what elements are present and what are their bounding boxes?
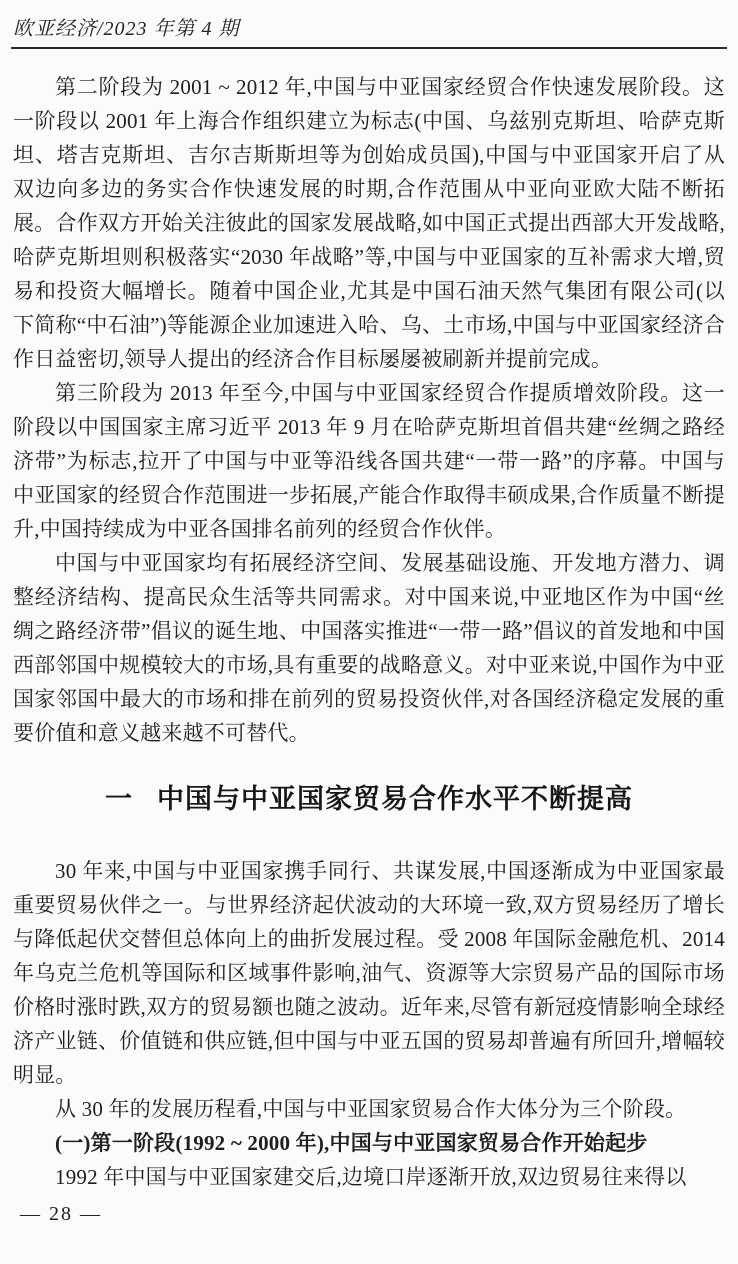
section-heading (0, 781, 738, 817)
body-paragraph: 1992 年中国与中亚国家建交后,边境口岸逐渐开放,双边贸易往来得以 (55, 1165, 687, 1189)
journal-issue-label: 欧亚经济/2023 年第 4 期 (13, 18, 240, 40)
body-paragraph: 中国与中亚国家均有拓展经济空间、发展基础设施、开发地方潜力、调整经济结构、提高民众生活等共同需求。对中国来说,中亚地区作为中国“丝绸之路经济带”倡议的诞生地、中国落实推进“一带一路”倡议的首发地和中国西部邻国中规模较大的市场,具有重要的战略意义。对中亚来说,中国作为中亚国家邻国中最大的市场和排在前列的贸易投资伙伴,对各国经济稳定发展的重要价值和意义越来越不可替代。 (13, 551, 725, 745)
body-paragraph: 第二阶段为 2001 ~ 2012 年,中国与中亚国家经贸合作快速发展阶段。这一阶段以 2001 年上海合作组织建立为标志(中国、乌兹别克斯坦、哈萨克斯坦、塔吉克斯坦、吉尔吉斯斯坦等为创始成员国),中国与中亚国家开启了从双边向多边的务实合作快速发展的时期,合作范围从中亚向亚欧大陆不断拓展。合作双方开始关注彼此的国家发展战略,如中国正式提出西部大开发战略,哈萨克斯坦则积极落实“2030 年战略”等,中国与中亚国家的互补需求大增,贸易和投资大幅增长。随着中国企业,尤其是中国石油天然气集团有限公司(以下简称“中石油”)等能源企业加速进入哈、乌、土市场,中国与中亚国家经济合作日益密切,领导人提出的经济合作目标屡屡被刷新并提前完成。 (13, 75, 725, 371)
article-body-lower (13, 854, 725, 1194)
article-body-upper (13, 70, 725, 750)
running-head (11, 10, 727, 49)
section-number: 一 (105, 784, 133, 814)
stage-one-subheading: (一)第一阶段(1992 ~ 2000 年),中国与中亚国家贸易合作开始起步 (55, 1131, 648, 1155)
body-paragraph: 从 30 年的发展历程看,中国与中亚国家贸易合作大体分为三个阶段。 (55, 1097, 687, 1121)
section-title: 中国与中亚国家贸易合作水平不断提高 (157, 784, 633, 814)
body-paragraph: 第三阶段为 2013 年至今,中国与中亚国家经贸合作提质增效阶段。这一阶段以中国国家主席习近平 2013 年 9 月在哈萨克斯坦首倡共建“丝绸之路经济带”为标志,拉开了中国与中亚等沿线各国共建“一带一路”的序幕。中国与中亚国家的经贸合作范围进一步拓展,产能合作取得丰硕成果,合作质量不断提升,中国持续成为中亚各国排名前列的经贸合作伙伴。 (13, 381, 725, 541)
body-paragraph: 30 年来,中国与中亚国家携手同行、共谋发展,中国逐渐成为中亚国家最重要贸易伙伴之一。与世界经济起伏波动的大环境一致,双方贸易经历了增长与降低起伏交替但总体向上的曲折发展过程。受 2008 年国际金融危机、2014 年乌克兰危机等国际和区域事件影响,油气、资源等大宗贸易产品的国际市场价格时涨时跌,双方的贸易额也随之波动。近年来,尽管有新冠疫情影响全球经济产业链、价值链和供应链,但中国与中亚五国的贸易却普遍有所回升,增幅较明显。 (13, 859, 725, 1087)
page-number: — 28 — (20, 1203, 102, 1225)
